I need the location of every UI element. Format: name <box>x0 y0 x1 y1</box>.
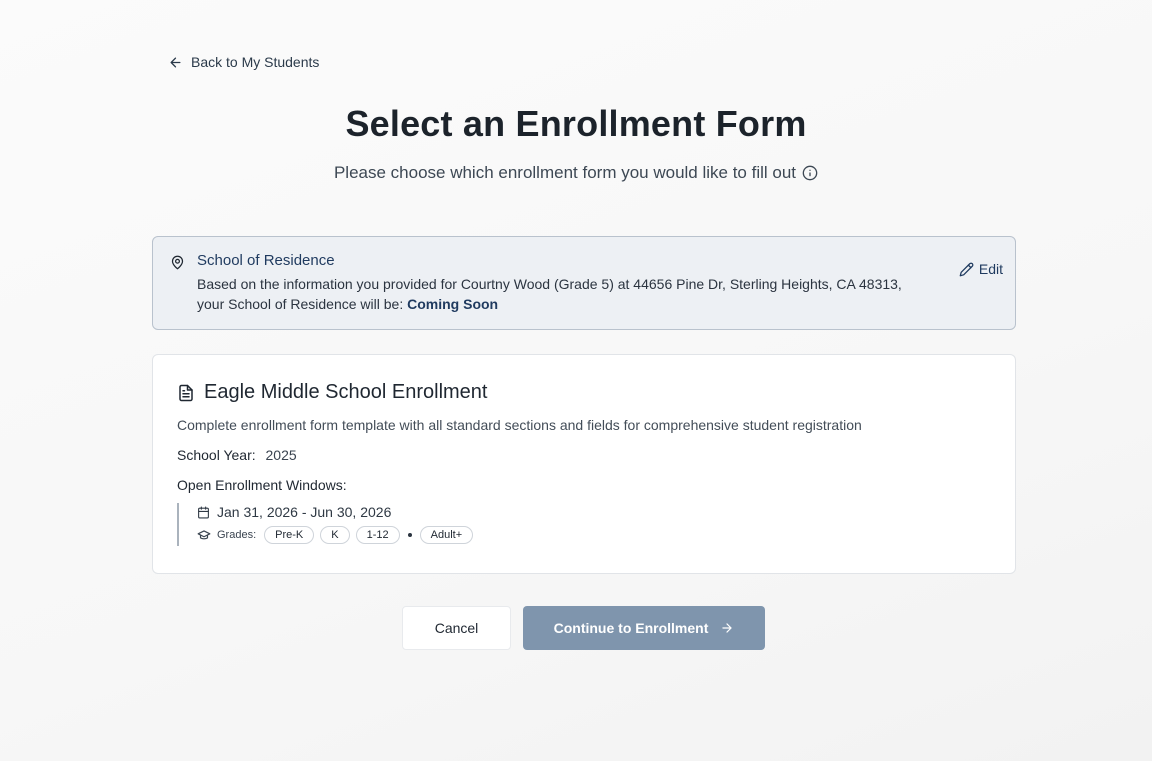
school-year <box>177 447 991 463</box>
grade-chip: Pre-K <box>264 526 314 544</box>
back-to-students-link[interactable] <box>168 54 319 70</box>
window-grades <box>197 526 991 544</box>
grades-label: Grades: <box>217 529 257 541</box>
document-icon <box>177 383 195 403</box>
school-year-value: 2025 <box>265 447 297 463</box>
edit-label: Edit <box>978 261 1003 277</box>
residence-text: Based on the information you provided for Courtny Wood (Grade 5) at 44656 Pine Dr, Sterling Heights, CA 48313, your School of Residence will be: <box>197 276 902 312</box>
window-dates-text: Jan 31, 2026 - Jun 30, 2026 <box>217 504 392 520</box>
page-subtitle <box>0 163 1152 183</box>
page-title: Select an Enrollment Form <box>345 103 807 144</box>
residence-description <box>197 274 927 314</box>
residence-title: School of Residence <box>197 252 335 269</box>
arrow-right-icon <box>720 621 734 635</box>
school-year-label: School Year: <box>177 447 256 463</box>
form-title-row <box>177 381 991 404</box>
residence-school-value: Coming Soon <box>407 296 499 312</box>
graduation-cap-icon <box>197 529 211 541</box>
calendar-icon <box>197 506 210 519</box>
cancel-label: Cancel <box>434 620 479 636</box>
enrollment-windows-label: Open Enrollment Windows: <box>177 477 347 493</box>
map-pin-icon <box>170 254 185 271</box>
continue-to-enrollment-button[interactable] <box>523 606 765 650</box>
continue-label: Continue to Enrollment <box>553 620 709 636</box>
grade-chip: Adult+ <box>420 526 474 544</box>
enrollment-window <box>177 503 991 546</box>
arrow-left-icon <box>168 55 183 70</box>
cancel-button[interactable] <box>402 606 511 650</box>
school-of-residence-panel <box>152 236 1016 330</box>
window-dates <box>197 503 991 520</box>
grade-chip: 1-12 <box>356 526 400 544</box>
info-icon[interactable] <box>802 165 818 181</box>
form-title: Eagle Middle School Enrollment <box>204 381 488 403</box>
separator-dot <box>408 533 412 537</box>
back-link-label: Back to My Students <box>191 54 320 70</box>
grade-chip: K <box>320 526 349 544</box>
pencil-icon <box>959 262 974 277</box>
enrollment-form-card[interactable] <box>152 354 1016 574</box>
subtitle-text: Please choose which enrollment form you would like to fill out <box>333 163 797 182</box>
form-description: Complete enrollment form template with all standard sections and fields for comprehensive student registration <box>177 417 862 433</box>
edit-residence-button[interactable] <box>959 261 1003 277</box>
